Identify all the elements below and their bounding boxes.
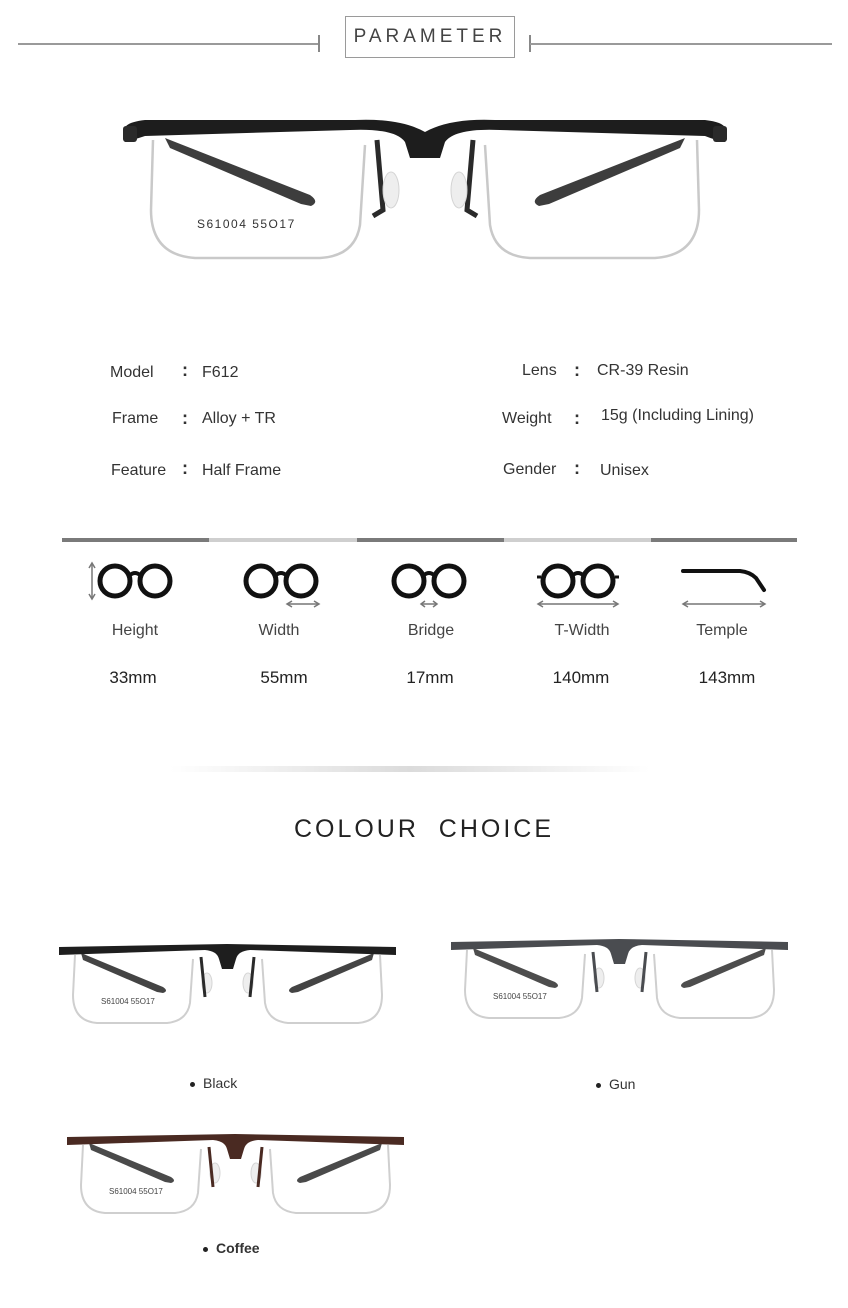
header-tick-left <box>318 35 320 52</box>
spec-model-label: Model <box>110 364 154 381</box>
glasses-black-image[interactable] <box>55 935 400 1030</box>
total-width-icon <box>533 560 625 610</box>
bullet-icon <box>190 1082 195 1087</box>
glasses-coffee-marking: S61004 55O17 <box>109 1187 163 1196</box>
spec-weight-value: 15g (Including Lining) <box>601 407 754 424</box>
header-rule-right <box>530 43 832 45</box>
bullet-icon <box>596 1083 601 1088</box>
dimension-bar-segment <box>62 538 209 542</box>
dimension-value-height: 33mm <box>109 668 157 687</box>
dimension-value-t-width: 140mm <box>552 668 610 687</box>
colour-option-coffee-label: Coffee <box>216 1240 260 1256</box>
spec-lens-value: CR-39 Resin <box>597 362 689 379</box>
colour-choice-title: COLOUR CHOICE <box>293 815 555 843</box>
bullet-icon <box>203 1247 208 1252</box>
page-title: PARAMETER <box>353 26 507 47</box>
height-icon <box>88 560 180 610</box>
spec-feature-value: Half Frame <box>202 462 282 479</box>
header-rule-left <box>18 43 320 45</box>
spec-weight-colon: : <box>574 408 580 428</box>
spec-frame-colon: : <box>182 408 188 428</box>
spec-lens-colon: : <box>574 360 580 380</box>
dimension-label-width: Width <box>258 622 300 639</box>
dimension-label-t-width: T-Width <box>554 622 610 639</box>
spec-model-value: F612 <box>202 364 239 381</box>
glasses-black-marking: S61004 55O17 <box>101 997 155 1006</box>
spec-lens-label: Lens <box>522 362 557 379</box>
spec-gender-value: Unisex <box>600 462 649 479</box>
spec-feature-colon: : <box>182 458 188 478</box>
width-icon <box>236 560 328 610</box>
spec-feature-label: Feature <box>111 462 167 479</box>
dimension-bar-segment <box>209 538 357 542</box>
dimension-label-height: Height <box>111 622 159 639</box>
dimension-value-bridge: 17mm <box>406 668 454 687</box>
hero-glasses-image <box>115 100 735 275</box>
dimension-label-bridge: Bridge <box>407 622 455 639</box>
dimension-label-temple: Temple <box>696 622 748 639</box>
glasses-gun-marking: S61004 55O17 <box>493 992 547 1001</box>
dimension-bar-segment <box>504 538 651 542</box>
spec-weight-label: Weight <box>502 410 552 427</box>
spec-frame-value: Alloy + TR <box>202 410 276 427</box>
spec-model-colon: : <box>182 360 188 380</box>
spec-gender-label: Gender <box>503 461 557 478</box>
dimension-value-temple: 143mm <box>698 668 756 687</box>
spec-gender-colon: : <box>574 458 580 478</box>
colour-option-coffee[interactable] <box>203 1240 260 1256</box>
glasses-coffee-image[interactable] <box>63 1125 408 1220</box>
hero-frame-marking: S61004 55O17 <box>197 217 296 231</box>
glasses-gun-image[interactable] <box>447 930 792 1025</box>
parameter-title-box <box>345 16 515 58</box>
colour-option-gun-label: Gun <box>609 1076 636 1092</box>
colour-option-black-label: Black <box>203 1075 238 1091</box>
bridge-icon <box>385 560 477 610</box>
temple-icon <box>678 560 770 610</box>
spec-frame-label: Frame <box>112 410 159 427</box>
colour-option-gun[interactable] <box>596 1076 635 1092</box>
dimension-bar-segment <box>651 538 797 542</box>
dimension-bar-segment <box>357 538 504 542</box>
dimension-value-width: 55mm <box>260 668 308 687</box>
section-divider <box>170 766 650 772</box>
colour-option-black[interactable] <box>190 1075 237 1091</box>
